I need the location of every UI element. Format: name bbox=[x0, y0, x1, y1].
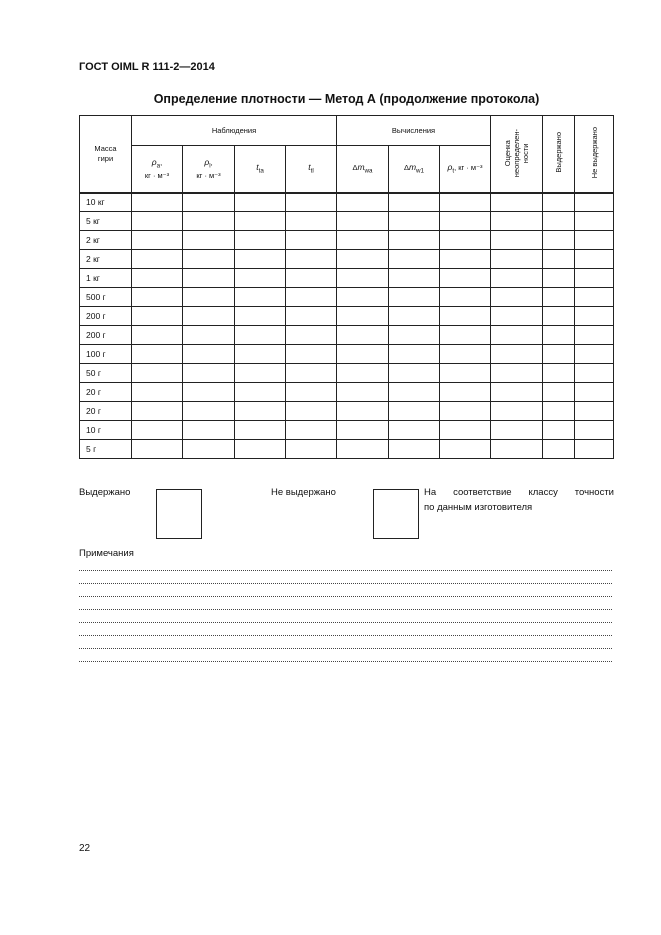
entry-cell[interactable] bbox=[235, 345, 286, 364]
entry-cell[interactable] bbox=[491, 212, 543, 231]
entry-cell[interactable] bbox=[543, 307, 575, 326]
entry-cell[interactable] bbox=[286, 421, 337, 440]
entry-cell[interactable] bbox=[440, 231, 491, 250]
rho-a-header: $\rho_a$, кг · м⁻³ bbox=[132, 146, 183, 193]
entry-cell[interactable] bbox=[235, 402, 286, 421]
entry-cell[interactable] bbox=[183, 326, 235, 345]
entry-cell[interactable] bbox=[235, 440, 286, 459]
note-line[interactable] bbox=[79, 622, 612, 623]
entry-cell[interactable] bbox=[132, 345, 183, 364]
entry-cell[interactable] bbox=[235, 421, 286, 440]
mass-cell: 200 г bbox=[80, 326, 132, 345]
mass-cell: 500 г bbox=[80, 288, 132, 307]
entry-cell[interactable] bbox=[235, 269, 286, 288]
entry-cell[interactable] bbox=[543, 231, 575, 250]
entry-cell[interactable] bbox=[132, 440, 183, 459]
entry-cell[interactable] bbox=[389, 250, 440, 269]
entry-cell[interactable] bbox=[543, 193, 575, 212]
entry-cell[interactable] bbox=[575, 193, 614, 212]
table-row bbox=[80, 288, 614, 307]
entry-cell[interactable] bbox=[543, 345, 575, 364]
entry-cell[interactable] bbox=[337, 250, 389, 269]
mass-cell: 200 г bbox=[80, 307, 132, 326]
entry-cell[interactable] bbox=[337, 326, 389, 345]
entry-cell[interactable] bbox=[575, 231, 614, 250]
entry-cell[interactable] bbox=[389, 307, 440, 326]
observations-header: Наблюдения bbox=[132, 116, 337, 146]
entry-cell[interactable] bbox=[286, 402, 337, 421]
notes-title: Примечания bbox=[79, 548, 134, 559]
entry-cell[interactable] bbox=[286, 440, 337, 459]
entry-cell[interactable] bbox=[132, 402, 183, 421]
entry-cell[interactable] bbox=[491, 269, 543, 288]
entry-cell[interactable] bbox=[440, 193, 491, 212]
passed-label: Выдержано bbox=[79, 487, 131, 498]
calculations-header: Вычисления bbox=[337, 116, 491, 146]
entry-cell[interactable] bbox=[337, 402, 389, 421]
table-row bbox=[80, 307, 614, 326]
rho-t-header: $\rho_t$, кг · м⁻³ bbox=[440, 146, 491, 193]
entry-cell[interactable] bbox=[491, 383, 543, 402]
entry-cell[interactable] bbox=[491, 288, 543, 307]
entry-cell[interactable] bbox=[575, 364, 614, 383]
entry-cell[interactable] bbox=[575, 269, 614, 288]
table-row bbox=[80, 231, 614, 250]
entry-cell[interactable] bbox=[491, 421, 543, 440]
entry-cell[interactable] bbox=[183, 421, 235, 440]
entry-cell[interactable] bbox=[132, 421, 183, 440]
entry-cell[interactable] bbox=[491, 250, 543, 269]
entry-cell[interactable] bbox=[286, 288, 337, 307]
mass-cell: 5 кг bbox=[80, 212, 132, 231]
mass-cell: 10 кг bbox=[80, 193, 132, 212]
entry-cell[interactable] bbox=[235, 193, 286, 212]
mass-cell: 2 кг bbox=[80, 250, 132, 269]
entry-cell[interactable] bbox=[543, 440, 575, 459]
entry-cell[interactable] bbox=[183, 231, 235, 250]
entry-cell[interactable] bbox=[389, 364, 440, 383]
entry-cell[interactable] bbox=[440, 212, 491, 231]
entry-cell[interactable] bbox=[491, 307, 543, 326]
entry-cell[interactable] bbox=[575, 326, 614, 345]
entry-cell[interactable] bbox=[286, 269, 337, 288]
entry-cell[interactable] bbox=[235, 326, 286, 345]
failed-checkbox[interactable] bbox=[373, 489, 419, 539]
mass-cell: 50 г bbox=[80, 364, 132, 383]
entry-cell[interactable] bbox=[337, 231, 389, 250]
entry-cell[interactable] bbox=[337, 364, 389, 383]
entry-cell[interactable] bbox=[132, 193, 183, 212]
mass-cell: 10 г bbox=[80, 421, 132, 440]
entry-cell[interactable] bbox=[543, 421, 575, 440]
entry-cell[interactable] bbox=[132, 383, 183, 402]
entry-cell[interactable] bbox=[183, 383, 235, 402]
entry-cell[interactable] bbox=[491, 440, 543, 459]
entry-cell[interactable] bbox=[235, 364, 286, 383]
entry-cell[interactable] bbox=[286, 250, 337, 269]
entry-cell[interactable] bbox=[235, 212, 286, 231]
entry-cell[interactable] bbox=[491, 364, 543, 383]
page-title: Определение плотности — Метод А (продолжение протокола) bbox=[153, 92, 540, 106]
entry-cell[interactable] bbox=[575, 383, 614, 402]
entry-cell[interactable] bbox=[337, 269, 389, 288]
entry-cell[interactable] bbox=[389, 288, 440, 307]
entry-cell[interactable] bbox=[286, 326, 337, 345]
mass-cell: 2 кг bbox=[80, 231, 132, 250]
entry-cell[interactable] bbox=[183, 269, 235, 288]
entry-cell[interactable] bbox=[286, 364, 337, 383]
entry-cell[interactable] bbox=[389, 326, 440, 345]
passed-checkbox[interactable] bbox=[156, 489, 202, 539]
entry-cell[interactable] bbox=[183, 402, 235, 421]
entry-cell[interactable] bbox=[337, 345, 389, 364]
entry-cell[interactable] bbox=[286, 345, 337, 364]
entry-cell[interactable] bbox=[440, 402, 491, 421]
mass-cell: 20 г bbox=[80, 402, 132, 421]
entry-cell[interactable] bbox=[440, 288, 491, 307]
note-line[interactable] bbox=[79, 635, 612, 636]
entry-cell[interactable] bbox=[389, 212, 440, 231]
entry-cell[interactable] bbox=[183, 345, 235, 364]
entry-cell[interactable] bbox=[235, 383, 286, 402]
entry-cell[interactable] bbox=[389, 440, 440, 459]
t-tl-header: $t_{tl}$ bbox=[286, 146, 337, 193]
entry-cell[interactable] bbox=[575, 440, 614, 459]
entry-cell[interactable] bbox=[286, 383, 337, 402]
entry-cell[interactable] bbox=[543, 364, 575, 383]
table-row bbox=[80, 212, 614, 231]
entry-cell[interactable] bbox=[543, 250, 575, 269]
entry-cell[interactable] bbox=[491, 193, 543, 212]
entry-cell[interactable] bbox=[183, 307, 235, 326]
entry-cell[interactable] bbox=[575, 288, 614, 307]
entry-cell[interactable] bbox=[543, 288, 575, 307]
table-row bbox=[80, 326, 614, 345]
note-line[interactable] bbox=[79, 661, 612, 662]
entry-cell[interactable] bbox=[575, 250, 614, 269]
table-row bbox=[80, 269, 614, 288]
note-line[interactable] bbox=[79, 570, 612, 571]
entry-cell[interactable] bbox=[132, 326, 183, 345]
entry-cell[interactable] bbox=[440, 307, 491, 326]
delta-m-wa-header: $\Delta m_{wa}$ bbox=[337, 146, 389, 193]
mass-cell: 20 г bbox=[80, 383, 132, 402]
entry-cell[interactable] bbox=[491, 345, 543, 364]
entry-cell[interactable] bbox=[543, 402, 575, 421]
entry-cell[interactable] bbox=[337, 383, 389, 402]
entry-cell[interactable] bbox=[337, 440, 389, 459]
entry-cell[interactable] bbox=[183, 440, 235, 459]
entry-cell[interactable] bbox=[389, 193, 440, 212]
entry-cell[interactable] bbox=[389, 421, 440, 440]
table-row bbox=[80, 440, 614, 459]
entry-cell[interactable] bbox=[440, 440, 491, 459]
entry-cell[interactable] bbox=[132, 231, 183, 250]
passed-header: Выдержано bbox=[543, 116, 575, 193]
document-code: ГОСТ OIML R 111-2—2014 bbox=[79, 61, 215, 73]
entry-cell[interactable] bbox=[337, 307, 389, 326]
entry-cell[interactable] bbox=[132, 269, 183, 288]
entry-cell[interactable] bbox=[440, 421, 491, 440]
table-row bbox=[80, 250, 614, 269]
entry-cell[interactable] bbox=[389, 383, 440, 402]
entry-cell[interactable] bbox=[389, 269, 440, 288]
entry-cell[interactable] bbox=[491, 326, 543, 345]
table-row bbox=[80, 345, 614, 364]
uncertainty-header: Оценка неопределен- ности bbox=[491, 116, 543, 193]
failed-header: Не выдержано bbox=[575, 116, 614, 193]
entry-cell[interactable] bbox=[575, 421, 614, 440]
entry-cell[interactable] bbox=[183, 250, 235, 269]
entry-cell[interactable] bbox=[286, 212, 337, 231]
note-line[interactable] bbox=[79, 648, 612, 649]
entry-cell[interactable] bbox=[132, 364, 183, 383]
page-number: 22 bbox=[79, 843, 91, 854]
entry-cell[interactable] bbox=[183, 364, 235, 383]
entry-cell[interactable] bbox=[543, 326, 575, 345]
entry-cell[interactable] bbox=[440, 364, 491, 383]
entry-cell[interactable] bbox=[440, 269, 491, 288]
table-row bbox=[80, 364, 614, 383]
entry-cell[interactable] bbox=[337, 193, 389, 212]
entry-cell[interactable] bbox=[337, 288, 389, 307]
entry-cell[interactable] bbox=[575, 345, 614, 364]
entry-cell[interactable] bbox=[337, 421, 389, 440]
mass-cell: 5 г bbox=[80, 440, 132, 459]
entry-cell[interactable] bbox=[235, 250, 286, 269]
note-line[interactable] bbox=[79, 583, 612, 584]
entry-cell[interactable] bbox=[575, 307, 614, 326]
note-line[interactable] bbox=[79, 609, 612, 610]
entry-cell[interactable] bbox=[235, 307, 286, 326]
class-compliance-label-line1: На соответствие классу точности bbox=[424, 487, 614, 498]
entry-cell[interactable] bbox=[286, 307, 337, 326]
entry-cell[interactable] bbox=[183, 288, 235, 307]
table-row bbox=[80, 421, 614, 440]
entry-cell[interactable] bbox=[389, 402, 440, 421]
mass-header: Масса гири bbox=[80, 116, 132, 193]
entry-cell[interactable] bbox=[575, 402, 614, 421]
failed-label: Не выдержано bbox=[271, 487, 336, 498]
mass-cell: 1 кг bbox=[80, 269, 132, 288]
entry-cell[interactable] bbox=[389, 345, 440, 364]
mass-cell: 100 г bbox=[80, 345, 132, 364]
entry-cell[interactable] bbox=[132, 307, 183, 326]
entry-cell[interactable] bbox=[543, 269, 575, 288]
entry-cell[interactable] bbox=[491, 231, 543, 250]
entry-cell[interactable] bbox=[491, 402, 543, 421]
protocol-table bbox=[79, 115, 614, 459]
delta-m-w1-header: $\Delta m_{w1}$ bbox=[389, 146, 440, 193]
entry-cell[interactable] bbox=[132, 212, 183, 231]
entry-cell[interactable] bbox=[286, 231, 337, 250]
class-compliance-label-line2: по данным изготовителя bbox=[424, 502, 533, 513]
entry-cell[interactable] bbox=[183, 193, 235, 212]
entry-cell[interactable] bbox=[440, 345, 491, 364]
entry-cell[interactable] bbox=[389, 231, 440, 250]
entry-cell[interactable] bbox=[132, 250, 183, 269]
rho-l-header: $\rho_l$, кг · м⁻³ bbox=[183, 146, 235, 193]
entry-cell[interactable] bbox=[183, 212, 235, 231]
entry-cell[interactable] bbox=[543, 212, 575, 231]
t-ta-header: $t_{ta}$ bbox=[235, 146, 286, 193]
entry-cell[interactable] bbox=[235, 288, 286, 307]
table-row bbox=[80, 402, 614, 421]
entry-cell[interactable] bbox=[575, 212, 614, 231]
entry-cell[interactable] bbox=[440, 326, 491, 345]
entry-cell[interactable] bbox=[543, 383, 575, 402]
entry-cell[interactable] bbox=[440, 383, 491, 402]
table-row bbox=[80, 193, 614, 212]
entry-cell[interactable] bbox=[132, 288, 183, 307]
entry-cell[interactable] bbox=[286, 193, 337, 212]
entry-cell[interactable] bbox=[337, 212, 389, 231]
entry-cell[interactable] bbox=[440, 250, 491, 269]
table-row bbox=[80, 383, 614, 402]
entry-cell[interactable] bbox=[235, 231, 286, 250]
note-line[interactable] bbox=[79, 596, 612, 597]
